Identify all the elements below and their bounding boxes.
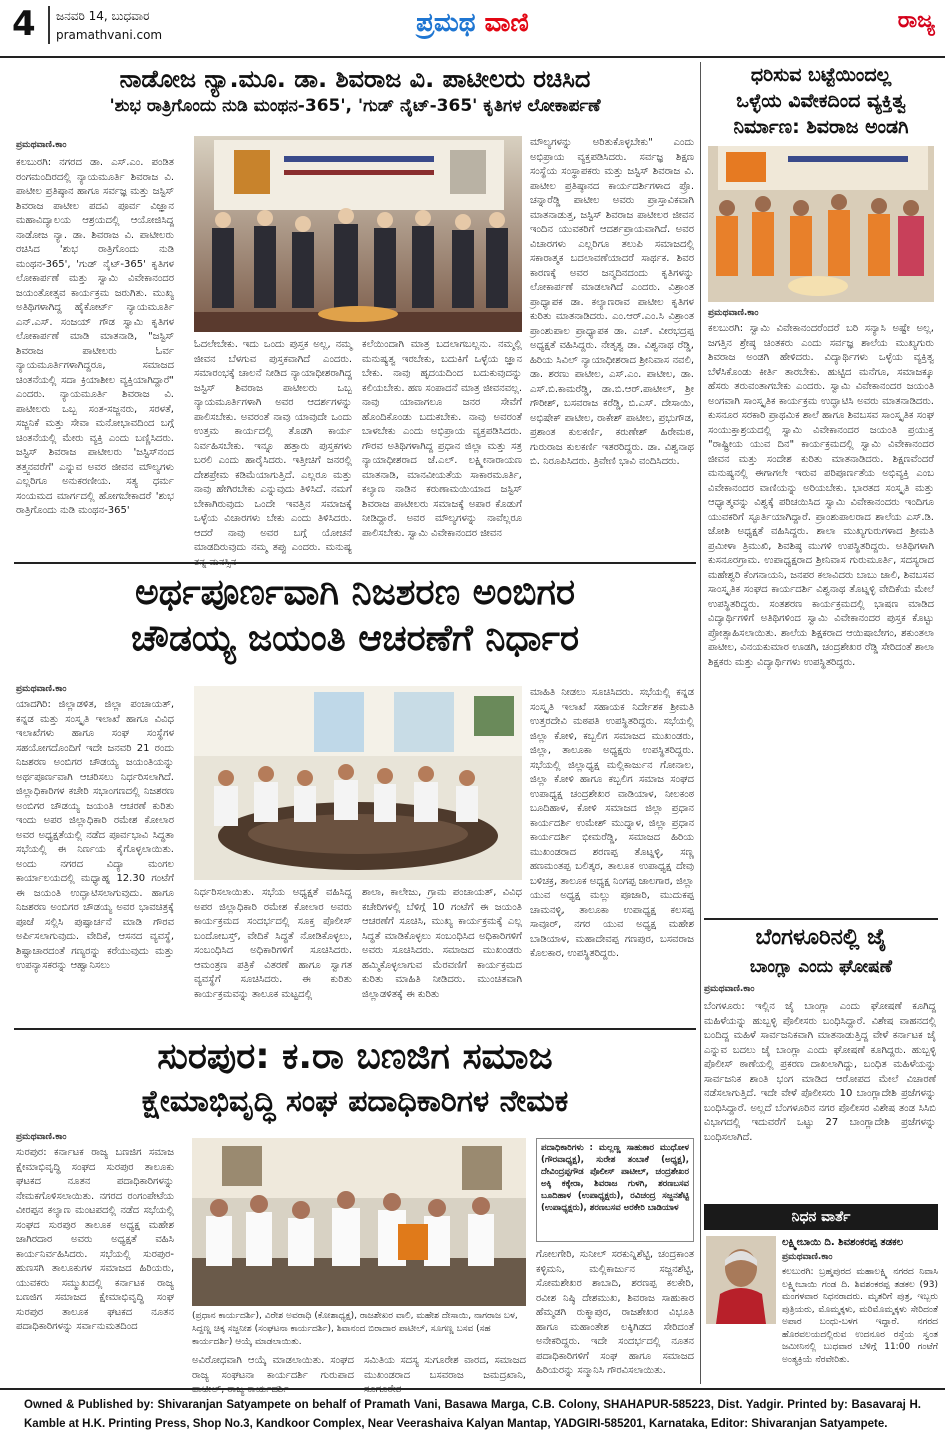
- website-link[interactable]: pramathvani.com: [56, 28, 163, 42]
- obituary-banner: ನಿಧನ ವಾರ್ತೆ: [704, 1204, 938, 1230]
- story2-byline: ಪ್ರಮಥವಾಣಿ.ಕಾಂ: [708, 308, 759, 318]
- separator-1: [14, 562, 696, 564]
- story3-column-1: ಯಾದಗಿರಿ: ಜಿಲ್ಲಾಡಳಿತ, ಜಿಲ್ಲಾ ಪಂಚಾಯತ್, ಕನ್ನಡ ಮತ್ತು ಸಂಸ್ಕೃತಿ ಇಲಾಖೆ ಹಾಗೂ ವಿವಿಧ ಇಲಾಖೆಗಳು ಹಾಗೂ ಸಂಘ ಸಂಸ್ಥೆಗಳ ಸಹಯೋಗದೊಂದಿಗೆ ಇದೇ ಜನವರಿ 21 ರಂದು ನಿಜಶರಣ ಅಂಬಿಗರ ಚೌಡಯ್ಯ ಜಯಂತಿಯನ್ನು ಅರ್ಥಪೂರ್ಣವಾಗಿ ಆಚರಿಸಲು ನಿರ್ಧರಿಸಲಾಗಿದೆ. ಜಿಲ್ಲಾಧಿಕಾರಿಗಳ ಕಚೇರಿ ಸಭಾಂಗಣದಲ್ಲಿ ನಿಜಶರಣ ಅಂಬಿಗರ ಚೌಡಯ್ಯ ಜಯಂತಿ ಆಚರಣೆ ಕುರಿತು ಇಂದು ಅಪರ ಜಿಲ್ಲಾಧಿಕಾರಿ ರಮೇಶ ಕೋಲಾರ ಅವರ ಅಧ್ಯಕ್ಷತೆಯಲ್ಲಿ ನಡೆದ ಪೂರ್ವಭಾವಿ ಸಿದ್ಧತಾ ಸಭೆಯಲ್ಲಿ ಈ ನಿರ್ಣಯ ಕೈಗೊಳ್ಳಲಾಯಿತು. ಅಂದು ನಗರದ ವಿದ್ಯಾ ಮಂಗಲ ಕಾರ್ಯಾಲಯದಲ್ಲಿ ಮಧ್ಯಾಹ್ನ 12.30 ಗಂಟೆಗೆ ಈ ಜಯಂತಿ ಉದ್ಘಾಟಿಸಲಾಗುವುದು. ಹಾಗೂ ನಿಜಶರಣ ಅಂಬಿಗರ ಚೌಡಯ್ಯ ಅವರ ಭಾವಚಿತ್ರಕ್ಕೆ ಪೂಜೆ ಸಲ್ಲಿಸಿ ಪುಷ್ಪಾರ್ಚನೆ ಮಾಡಿ ಗೌರವ ಅರ್ಪಿಸಲಾಗುವುದು. ವೇದಿಕೆ, ಆಸನದ ವ್ಯವಸ್ಥೆ, ಶಿಷ್ಟಾಚಾರದಂತೆ ಗಣ್ಯರನ್ನು ಕರೆಯುವುದು ಮತ್ತು ಉಪನ್ಯಾಸಕರನ್ನು ಆಹ್ವಾನಿಸಲು: [16, 699, 174, 971]
- obituary-portrait: [706, 1236, 776, 1324]
- story4-headline-line1: ಬೆಂಗಳೂರಿನಲ್ಲಿ ಜೈ: [755, 925, 887, 950]
- story-vivekananda-jayanti: [704, 62, 938, 914]
- separator-2: [14, 1028, 696, 1030]
- obituary-body: ಕಲಬುರಗಿ: ಬ್ರಹ್ಮಪುರದ ಮಹಾಲಕ್ಷ್ಮಿ ನಗರದ ನಿವಾಸಿ ಲಕ್ಷ್ಮೀಬಾಯಿ ಗಂಡ ದಿ. ಶಿವಶಂಕರಪ್ಪ ತಡಕಲ (93) ಮಂಗಳವಾರ ನಿಧನರಾದರು. ಮೃತರಿಗೆ ಪುತ್ರ, ಇಬ್ಬರು ಪುತ್ರಿಯರು, ಮೊಮ್ಮಕ್ಕಳು, ಮರಿಮೊಮ್ಮಕ್ಕಳು ಸೇರಿದಂತೆ ಅಪಾರ ಬಂಧು-ಬಳಗ ಇದ್ದಾರೆ. ನಗರದ ಹೊರವಲಯದಲ್ಲಿರುವ ಉದನೂರ ರಸ್ತೆಯ ಸ್ವಂತ ಜಮೀನಿನಲ್ಲಿ ಬುಧವಾರ ಬೆಳಿಗ್ಗೆ 11:00 ಗಂಟೆಗೆ ಅಂತ್ಯಕ್ರಿಯೆ ನೆರವೇರಿತು.: [782, 1267, 938, 1365]
- story1-byline: ಪ್ರಮಥವಾಣಿ.ಕಾಂ: [16, 140, 67, 150]
- story5-byline: ಪ್ರಮಥವಾಣಿ.ಕಾಂ: [16, 1132, 67, 1142]
- separator-right-1: [704, 918, 938, 920]
- story5-column-1: ಸುರಪುರ: ಕರ್ನಾಟಕ ರಾಜ್ಯ ಬಣಜಿಗ ಸಮಾಜ ಕ್ಷೇಮಾಭಿವೃದ್ಧಿ ಸಂಘದ ಸುರಪುರ ತಾಲೂಕು ಘಟಕದ ನೂತನ ಪದಾಧಿಕಾರಿಗಳನ್ನು ನೇಮಕಗೊಳಿಸಲಾಯಿತು. ನಗರದ ರಂಗಂಪೇಟೆಯ ವೀರಪ್ಪನ ಕಲ್ಯಾಣ ಮಂಟಪದಲ್ಲಿ ನಡೆದ ಸಭೆಯಲ್ಲಿ ಸಂಘದ ಸುರಪುರ ತಾಲೂಕ ಅಧ್ಯಕ್ಷ ಮಹೇಶ ಜಾಗಿರದಾರ ಅವರು ಅಧ್ಯಕ್ಷತೆ ವಹಿಸಿ ಕಾರ್ಯನಿರ್ವಹಿಸಿದರು. ಸಭೆಯಲ್ಲಿ ಸುರಪುರ-ಹುಣಸಗಿ ತಾಲೂಕುಗಳ ಸಮಾಜದ ಹಿರಿಯರು, ಯುವಕರು ಸಮ್ಮುಖದಲ್ಲಿ ಕರ್ನಾಟಕ ರಾಜ್ಯ ಬಣಜಿಗ ಸಮಾಜದ ಕ್ಷೇಮಾಭಿವೃದ್ಧಿ ಸಂಘ ಸುರಪುರ ತಾಲೂಕ ಘಟಕದ ನೂತನ ಪದಾಧಿಕಾರಿಗಳನ್ನು ಸರ್ವಾನುಮತದಿಂದ: [16, 1147, 174, 1332]
- story2-headline-line3: ನಿರ್ಮಾಣ: ಶಿವರಾಜ ಅಂಡಗಿ: [733, 116, 909, 138]
- masthead: [0, 0, 945, 58]
- story1-column-3: ಕಲೆಯಿಂದಾಗಿ ಮಾತ್ರ ಬದಲಾಗಬಲ್ಲನು. ನಮ್ಮಲ್ಲಿ ಮನುಷ್ಯತ್ವ ಇರಬೇಕು, ಬದುಕಿಗೆ ಒಳ್ಳೆಯ ಜ್ಞಾನ ಬೇಕು. ನಾವು ಹೃದಯದಿಂದ ಬದುಕುವುದನ್ನು ಕಲಿಯಬೇಕು. ಹಣ ಸಂಪಾದನೆ ಮಾತ್ರ ಜೀವನವಲ್ಲ. ನಾವು ಯಾವಾಗಲೂ ಜನರ ಸೇವೆಗೆ ಹೊಂದಿಕೊಂಡು ಬದುಕಬೇಕು. ನಾವು ಅವರಂತೆ ಬಾಳಬೇಕು ಎಂದು ಅಭಿಪ್ರಾಯ ವ್ಯಕ್ತಪಡಿಸಿದರು. ಗೌರವ ಅತಿಥಿಗಳಾಗಿದ್ದ ಪ್ರಧಾನ ಜಿಲ್ಲಾ ಮತ್ತು ಸತ್ರ ನ್ಯಾಯಾಧೀಶರಾದ ಜೆ.ಎಲ್. ಲಕ್ಷ್ಮೀನಾರಾಯಣ ಮಾತನಾಡಿ, ಮಾನವೀಯತೆಯ ಸಾಕಾರಮೂರ್ತಿ, ಕಲ್ಯಾಣ ನಾಡಿನ ಕರುಣಾಮಯಿಯಾದ ಜಸ್ಟಿಸ್ ಶಿವರಾಜ ಪಾಟೀಲರು ಸಮಾಜಕ್ಕೆ ಅಪಾರ ಕೊಡುಗೆ ನೀಡಿದ್ದಾರೆ. ಅವರ ಮೌಲ್ಯಗಳನ್ನು ನಾವೆಲ್ಲರೂ ಪಾಲಿಸಬೇಕು. ಸ್ವಾಮಿ ವಿವೇಕಾನಂದರ ಜೀವನ: [362, 339, 522, 539]
- story5-photo-caption: (ಪ್ರಧಾನ ಕಾರ್ಯದರ್ಶಿ), ವಿರೇಶ ಅವರಾಧಿ (ಕೋಶಾಧ್ಯಕ್ಷ), ರಾಜಶೇಖರ ವಾಲಿ, ಮಹೇಶ ದೇಸಾಯಿ, ನಾಗರಾಜ ಬಳ, ಸಿದ್ದಣ್ಣ ಚಿಕ್ಕ ಸಜ್ಜನೀಶ (ಸಂಘಟನಾ ಕಾರ್ಯದರ್ಶಿ), ಶಿವಾನಂದ ಬಿರಾದಾರ ಪಾಟೀಲ್, ಸೂಗಣ್ಣ ಬಸವ (ಸಹ ಕಾರ್ಯದರ್ಶಿ) ಆಯ್ಕೆ ಮಾಡಲಾಯಿತು.: [192, 1311, 518, 1347]
- story5-column-4: ಗೋಲಗೇರಿ, ಸುನೀಲ್ ಸರಕುನ್ನಿಶೆಟ್ಟಿ, ಚಂದ್ರಕಾಂತ ಕಳ್ಳಿಮನಿ, ಮಲ್ಲಿಕಾರ್ಜುನ ಸಜ್ಜನಶೆಟ್ಟಿ, ಸೋಮಶೇಖರ ಶಾಬಾದಿ, ಶರಣಪ್ಪ ಕಲಕೇರಿ, ರವೀಶ ನಿಷ್ಠಿ ದೇಶಮುಖ, ಶಿವರಾಜ ಸಾಹುಕಾರ ಹೆಮ್ಮಡಗಿ ರುಕ್ಮಾಪುರ, ರಾಜಶೇಖರ ವಿಭೂತಿ ಹಾಗೂ ಮಹಾಂತೇಶ ಲಕ್ಕಿಗಿಡದ ಸೇರಿದಂತೆ ಅನೇಕರಿದ್ದರು. ಇದೇ ಸಂದರ್ಭದಲ್ಲಿ ನೂತನ ಪದಾಧಿಕಾರಿಗಳಿಗೆ ಸಂಘ ಹಾಗೂ ಸಮಾಜದ ಹಿರಿಯರನ್ನು ಸನ್ಮಾನಿಸಿ ಗೌರವಿಸಲಾಯಿತು.: [536, 1249, 694, 1376]
- story2-headline-line1: ಧರಿಸುವ ಬಟ್ಟೆಯಿಂದಲ್ಲ: [750, 64, 892, 86]
- story4-body: ಬೆಂಗಳೂರು: ಇಲ್ಲಿನ ಜೈ ಬಾಂಗ್ಲಾ ಎಂದು ಘೋಷಣೆ ಕೂಗಿದ್ದ ಮಹಿಳೆಯನ್ನು ಹುಬ್ಬಳ್ಳಿ ಪೊಲೀಸರು ಬಂಧಿಸಿದ್ದಾರೆ. ವಿಶೇಷ ವಾಹನದಲ್ಲಿ ಬಂದಿದ್ದ ಮಹಿಳೆ ಸಾರ್ವಜನಿಕವಾಗಿ ಮಾತನಾಡುತ್ತಿದ್ದ ವೇಳೆ ಕರ್ನಾಟಕ ಜೈ ಎನ್ನುವ ಬದಲು ಜೈ ಬಾಂಗ್ಲಾ ಎಂದು ಘೋಷಣೆ ಕೂಗಿದ್ದರು. ಹುಬ್ಬಳ್ಳಿ ಪೊಲೀಸ್ ಠಾಣೆಯಲ್ಲಿ ಪ್ರಕರಣ ದಾಖಲಾಗಿದ್ದು, ಬಂಧಿತ ಮಹಿಳೆಯನ್ನು ಸಾರ್ವಜನಿಕ ಶಾಂತಿ ಭಂಗ ಮಾಡಿದ ಆರೋಪದ ಮೇಲೆ ವಿಚಾರಣೆ ನಡೆಸಲಾಗುತ್ತಿದೆ. ಇದೇ ವೇಳೆ ಪೊಲೀಸರು 10 ಬಾಂಗ್ಲಾದೇಶಿ ಪ್ರಜೆಗಳನ್ನು ಬಂಧಿಸಿದ್ದಾರೆ. ಅಲ್ಲದೆ ಬೆಂಗಳೂರಿನ ನಗರ ಪೊಲೀಸರ ವಿಶೇಷ ತಂಡ ಸಿಸಿಬಿ ವಿಭಾಗದಲ್ಲಿ ಇದುವರೆಗೆ ಒಟ್ಟು 27 ಬಾಂಗ್ಲಾದೇಶಿ ಪ್ರಜೆಗಳನ್ನು ಬಂಧಿಸಲಾಗಿದೆ.: [704, 1001, 936, 1143]
- imprint-footer: Owned & Published by: Shivaranjan Satyampete on behalf of Pramath Vani, Basawa Marga, C.B. Colony, SHAHAPUR-585223, Dist. Yadgir. Printed by: Basavaraj H. Kamble at H.K. Printing Press, Shop No.3, Kandkoor Complex, Near Veerashaiva Kalyan Mantap, YADGIRI-585201, Karnataka, Editor: Shivaranjan Satyampete.: [0, 1388, 945, 1446]
- obituary-byline: ಪ್ರಮಥವಾಣಿ.ಕಾಂ: [782, 1252, 833, 1262]
- story1-column-4: ಮೌಲ್ಯಗಳನ್ನು ಅರಿತುಕೊಳ್ಳಬೇಕು" ಎಂದು ಅಭಿಪ್ರಾಯ ವ್ಯಕ್ತಪಡಿಸಿದರು. ಸರ್ವಜ್ಞ ಶಿಕ್ಷಣ ಸಂಸ್ಥೆಯ ಸಂಸ್ಥಾಪಕರು ಮತ್ತು ಜಸ್ಟಿಸ್ ಶಿವರಾಜ ವಿ. ಪಾಟೀಲ ಪ್ರತಿಷ್ಠಾನದ ಕಾರ್ಯದರ್ಶಿಗಳಾದ ಪ್ರೊ. ಚನ್ನಾರೆಡ್ಡಿ ಪಾಟೀಲ ಅವರು ಪ್ರಾಸ್ತಾವಿಕವಾಗಿ ಮಾತನಾಡುತ್ತ, ಜಸ್ಟಿಸ್ ಶಿವರಾಜ ಪಾಟೀಲರ ಜೀವನ ಇಂದಿನ ಯುವಕರಿಗೆ ಆದರ್ಶಪ್ರಾಯವಾಗಿದೆ. ಅವರ ವಿಚಾರಗಳು ಎಲ್ಲರಿಗೂ ತಲುಪಿ ಸಮಾಜದಲ್ಲಿ ಸಕಾರಾತ್ಮಕ ಬದಲಾವಣೆಯಾದರೆ ಸಾರ್ಥಕ. ಶಿವರ ಕಾರಣಕ್ಕೆ ಅವರ ಜನ್ಮದಿನದಂದು ಕೃತಿಗಳನ್ನು ಲೋಕಾರ್ಪಣೆ ಮಾಡಲಾಗಿದೆ ಎಂದರು. ವಿಶ್ರಾಂತ ಪ್ರಾಧ್ಯಾಪಕ ಡಾ. ಕಲ್ಯಾಣರಾವ ಪಾಟೀಲ ಕೃತಿಗಳ ಕುರಿತು ಮಾತನಾಡಿದರು. ಎಂ.ಆರ್.ಎಂ.ಸಿ ವಿಶ್ರಾಂತ ಪ್ರಾಂಶುಪಾಲ ಪ್ರಾಧ್ಯಾಪಕ ಡಾ. ಎಚ್. ವೀರಭದ್ರಪ್ಪ ಅಧ್ಯಕ್ಷತೆ ವಹಿಸಿದ್ದರು. ನೇತೃತ್ವ ಡಾ. ವಿಶ್ವನಾಥ ರೆಡ್ಡಿ, ಹಿರಿಯ ಸಿವಿಲ್ ನ್ಯಾಯಾಧೀಶರಾದ ಶ್ರೀನಿವಾಸ ನವಲಿ, ಡಾ. ಶರಣು ಪಾಟೀಲ, ಎಸ್.ಎಂ. ಪಾಟೀಲ, ಡಾ. ಎಸ್.ಬಿ.ಕಾಮರೆಡ್ಡಿ, ಡಾ.ಬಿ.ಆರ್.ಪಾಟೀಲ್, ಶ್ರೀ ಗೌರೀಶ್, ಬಸವರಾಜ ಕರೆಡ್ಡಿ, ಬಿ.ಎಸ್. ದೇಸಾಯಿ, ಅಭಿಷೇಕ್ ಪಾಟೀಲ, ರಾಕೇಶ್ ಪಾಟೀಲ, ಪ್ರಭುಗೌಡ, ಪ್ರಶಾಂತ ಕುಲಕರ್ಣಿ, ಕರುಣೇಶ್ ಹಿರೇಮಠ, ಗುರುರಾಜ ಕುಲಕರ್ಣಿ ಇತರರಿದ್ದರು. ಡಾ. ವಿಶ್ವನಾಥ ಬಿ. ನಿರೂಪಿಸಿದರು. ತ್ರಿವೇಣಿ ಭಾವಿ ವಂದಿಸಿದರು.: [530, 137, 694, 467]
- story2-photo: [708, 146, 934, 302]
- story2-body: ಕಲಬುರಗಿ: ಸ್ವಾಮಿ ವಿವೇಕಾನಂದರೆಂದರೆ ಬರಿ ಸನ್ಯಾಸಿ ಅಷ್ಟೇ ಅಲ್ಲ, ಜಗತ್ತಿನ ಶ್ರೇಷ್ಠ ಚಿಂತಕರು ಎಂದು ಸರ್ವಜ್ಞ ಶಾಲೆಯ ಮುಖ್ಯಗುರು ಶಿವರಾಜ ಅಂಡಗಿ ಹೇಳಿದರು. ವಿದ್ಯಾರ್ಥಿಗಳು ಒಳ್ಳೆಯ ವ್ಯಕ್ತಿತ್ವ ಬೆಳೆಸಿಕೊಂಡು ಕೀರ್ತಿ ತಾರಬೇಕು. ಹುಟ್ಟಿದ ಮನೆಗೂ, ಸಮಾಜಕ್ಕೂ ಹೆಸರು ತರುವಂತಾಗಬೇಕು ಎಂದರು. ಸ್ವಾಮಿ ವಿವೇಕಾನಂದರ ಜಯಂತಿ ಅಂಗವಾಗಿ ಸಾಂಸ್ಕೃತಿಕ ಕಾರ್ಯಕ್ರಮ ಉದ್ಘಾಟಿಸಿ ಅವರು ಮಾತನಾಡಿದರು. ಕುಸನೂರ ಸರಕಾರಿ ಪ್ರಾಥಮಿಕ ಶಾಲೆ ಹಾಗೂ ಶಿವಬಸವ ಸಾಂಸ್ಕೃತಿಕ ಸಂಘ ಸಂಯುಕ್ತಾಶ್ರಯದಲ್ಲಿ ಸ್ವಾಮಿ ವಿವೇಕಾನಂದರ ಜಯಂತಿ ಪ್ರಯುಕ್ತ "ರಾಷ್ಟ್ರೀಯ ಯುವ ದಿನ" ಕಾರ್ಯಕ್ರಮದಲ್ಲಿ ಸ್ವಾಮಿ ವಿವೇಕಾನಂದರ ಜೀವನ ಮತ್ತು ಸಂದೇಶ ಕುರಿತು ಮಾತನಾಡಿದರು. ಶಿಕ್ಷಣವೆಂದರೆ ಮನುಷ್ಯನಲ್ಲಿ ಈಗಾಗಲೇ ಇರುವ ಪರಿಪೂರ್ಣತೆಯ ಅಭಿವ್ಯಕ್ತಿ ಎಂಬ ವಿವೇಕಾನಂದರ ವಾಣಿಯನ್ನು ಅರಿಯಬೇಕು. ಭಾರತದ ಸಂಸ್ಕೃತಿ ಮತ್ತು ಆಧ್ಯಾತ್ಮವನ್ನು ವಿಶ್ವಕ್ಕೆ ಪರಿಚಯಿಸಿದ ಸ್ವಾಮಿ ವಿವೇಕಾನಂದರು ಇಂದಿಗೂ ಯುವಕರಿಗೆ ಸ್ಫೂರ್ತಿಯಾಗಿದ್ದಾರೆ. ಪ್ರಾಂಶುಪಾಲರಾದ ಶಾಲೆಯ ಎಸ್.ಡಿ. ಜೋಶಿ ಅಧ್ಯಕ್ಷತೆ ವಹಿಸಿದ್ದರು. ಶಾಲಾ ಮುಖ್ಯಗುರುಗಳಾದ ಶ್ರೀಮತಿ ಪ್ರಮೀಳಾ ತ್ರಿಮುಖಿ, ಶಿವಶಿಷ್ಠ ಮುಗಳಿ ಉಪಸ್ಥಿತರಿದ್ದರು. ಅತಿಥಿಗಳಾಗಿ ಕುಸನೂರಗ್ರಾಮ. ಉಪಾಧ್ಯಕ್ಷರಾದ ಶ್ರೀನಿವಾಸ ಗುರುಮೂರ್ತಿ, ಸದಸ್ಯರಾದ ಮಹೇಶ್ವರಿ ಕೆಂಗನಾಯನಿ, ಜನಪರ ಕಲಾವಿದರು ಬಾಬು ಜಾಲಿ, ಶಿವಬಸವ ಸಾಂಸ್ಕೃತಿಕ ಸಂಘದ ಕಾರ್ಯದರ್ಶಿ ವಿಶ್ವನಾಥ ತೊಟ್ನಳ್ಳಿ ವೇದಿಕೆಯ ಮೇಲೆ ಉಪಸ್ಥಿತರಿದ್ದರು. ಸಂತಶರಣ ಕಾರ್ಯಕ್ರಮದಲ್ಲಿ ಭಾಷಣ ಮಾಡಿದ ವಿದ್ಯಾರ್ಥಿಗಳಿಗೆ ಅತಿಥಿಗಳಿಂದ ಸ್ವಾಮಿ ವಿವೇಕಾನಂದರ ಪುಸ್ತಕ ಕೊಟ್ಟು ಪ್ರೋತ್ಸಾಹಿಸಲಾಯಿತು. ಶಾಲೆಯ ಶಿಕ್ಷಕರಾದ ಆಯಿಷಾಬೇಗಂ, ಶಕುಂತಲಾ ಪಾಟೀಲ, ವಿನಯಕುಮಾರ ಊಡಗಿ, ಚಂದ್ರಶೇಖರ ರೆಡ್ಡಿ ಸೇರಿದಂತೆ ಶಾಲಾ ಶಿಕ್ಷಕರು ಮತ್ತು ವಿದ್ಯಾರ್ಥಿಗಳು ಉಪಸ್ಥಿತರಿದ್ದರು.: [708, 323, 934, 668]
- page-number: 4: [12, 4, 36, 44]
- story1-headline-line1: ನಾಡೋಜ ನ್ಯಾ.ಮೂ. ಡಾ. ಶಿವರಾಜ ವಿ. ಪಾಟೀಲರು ರಚಿಸಿದ: [119, 65, 591, 93]
- section-label: ರಾಜ್ಯ: [897, 8, 935, 33]
- issue-date: ಜನವರಿ 14, ಬುಧವಾರ: [56, 9, 150, 23]
- story3-column-2: ನಿರ್ಧರಿಸಲಾಯಿತು. ಸಭೆಯ ಅಧ್ಯಕ್ಷತೆ ವಹಿಸಿದ್ದ ಅಪರ ಜಿಲ್ಲಾಧಿಕಾರಿ ರಮೇಶ ಕೋಲಾರ ಅವರು ಕಾರ್ಯಕ್ರಮದ ಸಂದರ್ಭದಲ್ಲಿ ಸೂಕ್ತ ಪೊಲೀಸ್ ಬಂದೋಬಸ್ತ್, ವೇದಿಕೆ ಸಿದ್ಧತೆ ನೋಡಿಕೊಳ್ಳಲು, ಸಂಬಂಧಿಸಿದ ಅಧಿಕಾರಿಗಳಿಗೆ ಸೂಚಿಸಿದರು. ಆಮಂತ್ರಣ ಪತ್ರಿಕೆ ವಿತರಣೆ ಹಾಗೂ ಸ್ವಾಗತ ವ್ಯವಸ್ಥೆಗೆ ಸೂಚಿಸಿದರು. ಈ ಕುರಿತು ಕಾರ್ಯಕ್ರಮವನ್ನು ತಾಲೂಕ ಮಟ್ಟದಲ್ಲಿ: [194, 887, 352, 1000]
- story4-byline: ಪ್ರಮಥವಾಣಿ.ಕಾಂ: [704, 984, 755, 994]
- story-book-release: [16, 62, 694, 558]
- obituary: [704, 1204, 938, 1384]
- story3-photo: [194, 686, 522, 880]
- story2-headline-line2: ಒಳ್ಳೆಯ ವಿವೇಕದಿಂದ ವ್ಯಕ್ತಿತ್ವ: [736, 90, 906, 112]
- title-part-1: ಪ್ರಮಥ: [416, 8, 476, 38]
- story5-column-3: ಸಮಿತಿಯ ಸದಸ್ಯ ಸುಗೂರೇಶ ವಾರದ, ಸಮಾಜದ ಮುಖಂಡರಾದ ಬಸವರಾಜ ಜಮದ್ರಖಾನಿ, ಸೂಗೂರೇಶ: [364, 1355, 526, 1395]
- title-part-2: ವಾಣಿ: [484, 8, 529, 38]
- story3-headline-line1: ಅರ್ಥಪೂರ್ಣವಾಗಿ ನಿಜಶರಣ ಅಂಬಿಗರ: [134, 572, 576, 613]
- story5-officials-box: [536, 1138, 694, 1242]
- story5-headline-line2: ಕ್ಷೇಮಾಭಿವೃದ್ಧಿ ಸಂಘ ಪದಾಧಿಕಾರಿಗಳ ನೇಮಕ: [141, 1084, 569, 1119]
- story5-column-2: ಅವಿರೋಧವಾಗಿ ಆಯ್ಕೆ ಮಾಡಲಾಯಿತು. ಸಂಘದ ರಾಜ್ಯ ಸಂಘಟನಾ ಕಾರ್ಯದರ್ಶಿ ಗುರುಪಾದ ಪಾಟೀಲ್, ರಾಜ್ಯ ಕಾರ್ಯದರ್ಶಿ: [192, 1355, 354, 1395]
- story3-byline: ಪ್ರಮಥವಾಣಿ.ಕಾಂ: [16, 684, 67, 694]
- story3-headline-line2: ಚೌಡಯ್ಯ ಜಯಂತಿ ಆಚರಣೆಗೆ ನಿರ್ಧಾರ: [131, 618, 579, 659]
- column-divider: [700, 62, 701, 1384]
- obituary-name: ಲಕ್ಷ್ಮೀಬಾಯಿ ದಿ. ಶಿವಶಂಕರಪ್ಪ ತಡಕಲ: [782, 1237, 904, 1248]
- newspaper-title: [0, 8, 945, 39]
- story-ambigara-chowdaiah: [16, 570, 694, 1024]
- story1-column-2: ಓದಲೇಬೇಕು. ಇದು ಒಂದು ಪುಸ್ತಕ ಅಲ್ಲ, ನಮ್ಮ ಜೀವನ ಬೆಳಗುವ ಪುಸ್ತಕವಾಗಿದೆ ಎಂದರು. ಸಮಾರಂಭಕ್ಕೆ ಚಾಲನೆ ನೀಡಿದ ನ್ಯಾಯಾಧೀಶರಾಗಿದ್ದ ಜಸ್ಟಿಸ್ ಶಿವರಾಜ ಪಾಟೀಲರು ಒಬ್ಬ ನ್ಯಾಯಮೂರ್ತಿಗಳಾಗಿ ಅವರ ಆದರ್ಶಗಳನ್ನು ಪಾಲಿಸಬೇಕು. ಅವರಂತೆ ನಾವು ಯಾವುದೇ ಒಂದು ಉತ್ತಮ ಕಾರ್ಯದಲ್ಲಿ ತೊಡಗಿ ಕಾರ್ಯ ನಿರ್ವಹಿಸಬೇಕು. ಇನ್ನೂ ಹತ್ತಾರು ಪುಸ್ತಕಗಳು ಬರಲಿ ಎಂದು ಹಾರೈಸಿದರು. ಇತ್ತೀಚಿಗೆ ಜನರಲ್ಲಿ ದೇಶಪ್ರೇಮ ಕಡಿಮೆಯಾಗುತ್ತಿದೆ. ಎಲ್ಲರೂ ಮತ್ತು ನಾವು ಹೇಗಿರಬೇಕು ಎನ್ನುವುದು ತಿಳಿಸಿದೆ. ನಮಗೆ ಬೇಕಾಗಿರುವುದು ಒಂದೇ ಇವತ್ತಿನ ಸಮಾಜಕ್ಕೆ ಒಳ್ಳೆಯ ವಿಚಾರಗಳು ಬೇಕು ಎಂದು ತಿಳಿಸಿದರು. ಆದರೆ ನಾವು ಅವರ ಬಗ್ಗೆ ಯೋಚನೆ ಮಾಡದಿರುವುದು ನಮ್ಮ ತಪ್ಪು ಎಂದರು. ಮನುಷ್ಯ: [194, 339, 352, 553]
- story1-headline-line2: 'ಶುಭ ರಾತ್ರಿಗೊಂದು ನುಡಿ ಮಂಥನ-365', 'ಗುಡ್ ನೈಟ್-365' ಕೃತಿಗಳ ಲೋಕಾರ್ಪಣೆ: [109, 96, 601, 116]
- story1-photo: [194, 136, 522, 332]
- story4-headline-line2: ಬಾಂಗ್ಲಾ ಎಂದು ಘೋಷಣೆ: [749, 957, 893, 977]
- story3-column-3: ಶಾಲಾ, ಕಾಲೇಜು, ಗ್ರಾಮ ಪಂಚಾಯತ್, ವಿವಿಧ ಕಚೇರಿಗಳಲ್ಲಿ ಬೆಳಿಗ್ಗೆ 10 ಗಂಟೆಗೆ ಈ ಜಯಂತಿ ಆಚರಣೆಗೆ ಸೂಚಿಸಿ, ಮುಖ್ಯ ಕಾರ್ಯಕ್ರಮಕ್ಕೆ ಎಲ್ಲ ಸಿದ್ಧತೆ ಮಾಡಿಕೊಳ್ಳಲು ಸಂಬಂಧಿಸಿದ ಅಧಿಕಾರಿಗಳಿಗೆ ಅವರು ಸೂಚಿಸಿದರು. ಸಮಾಜದ ಮುಖಂಡರು ಹಮ್ಮಿಕೊಳ್ಳಲಾಗುವ ಮೆರವಣಿಗೆ ಕಾರ್ಯಕ್ರಮದ ಕುರಿತು ಮಾಹಿತಿ ನೀಡಿದರು. ಮುಂಚಿತವಾಗಿ ಜಿಲ್ಲಾಡಳಿತಕ್ಕೆ ಈ ಕುರಿತು: [362, 887, 522, 1000]
- story-jai-bangla: [704, 922, 938, 1192]
- story3-column-4: ಮಾಹಿತಿ ನೀಡಲು ಸೂಚಿಸಿದರು. ಸಭೆಯಲ್ಲಿ ಕನ್ನಡ ಸಂಸ್ಕೃತಿ ಇಲಾಖೆ ಸಹಾಯಕ ನಿರ್ದೇಶಕ ಶ್ರೀಮತಿ ಉತ್ತರದೇವಿ ಮಠಪತಿ ಉಪಸ್ಥಿತರಿದ್ದರು. ಸಭೆಯಲ್ಲಿ ಜಿಲ್ಲಾ ಕೋಳಿ, ಕಬ್ಬಲಿಗ ಸಮಾಜದ ಮುಖಂಡರು, ಜಿಲ್ಲಾ, ತಾಲೂಕಾ ಅಧ್ಯಕ್ಷರು ಉಪಸ್ಥಿತರಿದ್ದರು. ಸಭೆಯಲ್ಲಿ ಜಿಲ್ಲಾಧ್ಯಕ್ಷ ಮಲ್ಲಿಕಾರ್ಜುನ ಗೋನಾಲ, ಜಿಲ್ಲಾ ಕೋಳಿ ಹಾಗೂ ಕಬ್ಬಲಿಗ ಸಮಾಜ ಸಂಘದ ಉಪಾಧ್ಯಕ್ಷ ಚಂದ್ರಶೇಖರ ವಾಡಿಯಾಳ, ನೀಲಕಂಠ ಬೂದಿಹಾಳ, ಕೋಳಿ ಸಮಾಜದ ಜಿಲ್ಲಾ ಪ್ರಧಾನ ಕಾರ್ಯದರ್ಶಿ ಉಮೇಶ್ ಮುದ್ನಾಳ, ಜಿಲ್ಲಾ ಪ್ರಧಾನ ಕಾರ್ಯದರ್ಶಿ ಭೀಮರೆಡ್ಡಿ, ಸಮಾಜದ ಹಿರಿಯ ಮುಖಂಡರಾದ ಶರಣಪ್ಪ ತೊಟ್ನಳ್ಳಿ, ಸಣ್ಣ ಹಣಮಂತಪ್ಪ ಬಲಿತ್ಕರ, ತಾಲೂಕ ಉಪಾಧ್ಯಕ್ಷ ದೇವು ಬಳಿಚಕ್ರ, ತಾಲೂಕ ಅಧ್ಯಕ್ಷ ನಿಂಗಪ್ಪ ಜಾಲಗಾರ, ಜಿಲ್ಲಾ ಯುವ ಅಧ್ಯಕ್ಷ ಮಲ್ಲು ಪೂಜಾರಿ, ಮುದುಕಪ್ಪ ಚಾಮನಳ್ಳಿ, ತಾಲೂಕಾ ಉಪಾಧ್ಯಕ್ಷ ಕಲಸಪ್ಪ ಸಾವೂರ್, ನಗರ ಯುವ ಅಧ್ಯಕ್ಷ ಮಹೇಶ ಬಾಡಿಯಾಳ, ಮಹಾದೇವಪ್ಪ ಗಣಪುರ, ಬಸವರಾಜ ಕೊಲಕಾರ, ಉಪಸ್ಥಿತರಿದ್ದರು.: [530, 687, 694, 959]
- story5-photo: [192, 1138, 526, 1306]
- story5-headline-line1: ಸುರಪುರ: ಕ.ರಾ ಬಣಜಿಗ ಸಮಾಜ: [157, 1036, 553, 1077]
- story1-column-1: ಕಲಬುರಗಿ: ನಗರದ ಡಾ. ಎಸ್.ಎಂ. ಪಂಡಿತ ರಂಗಮಂದಿರದಲ್ಲಿ ನ್ಯಾಯಮೂರ್ತಿ ಶಿವರಾಜ ವಿ. ಪಾಟೀಲ ಪ್ರತಿಷ್ಠಾನ ಹಾಗೂ ಸರ್ವಜ್ಞ ಮತ್ತು ಜಸ್ಟಿಸ್ ಶಿವರಾಜ ಪಾಟೀಲ ಪದವಿ ಪೂರ್ವ ವಿಜ್ಞಾನ ಮಹಾವಿದ್ಯಾಲಯ ಆಶ್ರಯದಲ್ಲಿ ಆಯೋಜಿಸಿದ್ದ ನಾಡೋಜ ನ್ಯಾ. ಡಾ. ಶಿವರಾಜ ವಿ. ಪಾಟೀಲರು ರಚಿಸಿದ 'ಶುಭ ರಾತ್ರಿಗೊಂದು ನುಡಿ ಮಂಥನ-365', 'ಗುಡ್ ನೈಟ್-365' ಕೃತಿಗಳ ಲೋಕಾರ್ಪಣೆ ಮತ್ತು ಸ್ವಾಮಿ ವಿವೇಕಾನಂದರ ಜಯಂತೋತ್ಸವ ಕಾರ್ಯಕ್ರಮ ಜರುಗಿತು. ಮುಖ್ಯ ಅತಿಥಿಗಳಾಗಿದ್ದ ಹೈಕೋರ್ಟ್ ನ್ಯಾಯಮೂರ್ತಿ ಎನ್.ಎಸ್. ಸಂಜಯ್ ಗೌಡ ಸ್ವಾಮಿ ಕೃತಿಗಳ ಲೋಕಾರ್ಪಣೆ ಮಾಡಿ ಮಾತನಾಡಿ, "ಜಸ್ಟಿಸ್ ಶಿವರಾಜ ಪಾಟೀಲರು ಓರ್ವ ನ್ಯಾಯಮೂರ್ತಿಗಳಾಗಿದ್ದರೂ, ಸಮಾಜದ ಚಿಂತನೆಯಲ್ಲಿ ಸದಾ ಕ್ರಿಯಾಶೀಲ ವ್ಯಕ್ತಿಯಾಗಿದ್ದಾರೆ" ಎಂದರು. ನ್ಯಾಯಮೂರ್ತಿ ಶಿವರಾಜ ವಿ. ಪಾಟೀಲರು ಒಬ್ಬ ಸಂತ-ಸಜ್ಜನರು, ಸರಳತೆ, ಸಜ್ಜನಿಕೆ ಮತ್ತು ಸೇವಾ ಮನೋಭಾವದಿಂದ ಬಗ್ಗೆ ಚಿಂತನೆಯಲ್ಲಿ ಮೇರು ವ್ಯಕ್ತಿ ಎಂದು ಬಣ್ಣಿಸಿದರು. ಜಸ್ಟಿಸ್ ಶಿವರಾಜ ಪಾಟೀಲರು 'ಜಸ್ಟಿಸ್‌ನಂದ ತತ್ತ್ವನವರೆಗೆ' ಎನ್ನುವ ಅವರ ಜೀವನ ಮೌಲ್ಯಗಳು ಎಲ್ಲರಿಗೂ ಅನುಕರಣೀಯ. ಸತ್ಯ ಧರ್ಮ ಸಂಯಮದ ಮಾರ್ಗದಲ್ಲಿ ಹೋಗಬೇಕಾದರೆ 'ಶುಭ ರಾತ್ರಿಗೊಂದು ನುಡಿ ಮಂಥನ-365': [16, 157, 174, 516]
- story-surapura-banajiga: [16, 1034, 694, 1395]
- story5-officials-list: ಪದಾಧಿಕಾರಿಗಳು : ಮಲ್ಲಣ್ಣ ಸಾಹುಕಾರ ಮುಧೋಳ (ಗೌರವಾಧ್ಯಕ್ಷ), ಸುರೇಶ ತಂಬಾಕೆ (ಅಧ್ಯಕ್ಷ), ದೇವಿಂದ್ರಪ್ಪಗೌಡ ಪೊಲೀಸ್ ಪಾಟೀಲ್, ಚಂದ್ರಶೇಖರ ಅಕ್ಕಿ ಕಕ್ಕೇರಾ, ಶಿವರಾಜ ಗುಳಗಿ, ಶರಣಬಸವ ಬೂದಿಹಾಳ (ಉಪಾಧ್ಯಕ್ಷರು), ರವಿಚಂದ್ರ ಸಜ್ಜನಶೆಟ್ಟಿ (ಉಪಾಧ್ಯಕ್ಷರು), ಶರಣಬಸವ ಅರಕೇರಿ ಬಾಡಿಯಾಳ: [541, 1143, 689, 1213]
